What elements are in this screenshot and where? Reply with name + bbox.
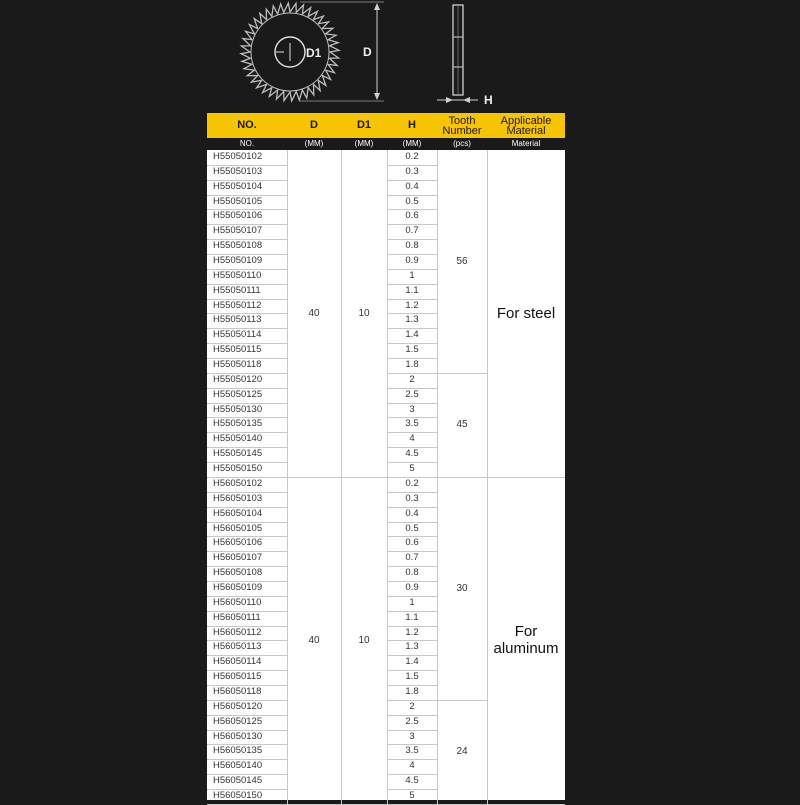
part-number-cell: H56050105	[213, 522, 263, 534]
thickness-cell: 2.5	[405, 715, 419, 727]
thickness-cell: 1.4	[405, 656, 419, 668]
thickness-cell: 4	[409, 433, 415, 445]
part-number-cell: H55050130	[213, 403, 263, 415]
thickness-cell: 1.1	[405, 284, 419, 296]
part-number-cell: H56050130	[213, 730, 263, 742]
tooth-number-cell: 30	[456, 582, 468, 594]
thickness-cell: 0.5	[405, 522, 419, 534]
spec-table	[207, 113, 565, 800]
part-number-cell: H56050103	[213, 492, 263, 504]
header-d1: D1	[356, 119, 372, 131]
subheader-cell: (MM)	[354, 139, 374, 148]
header-d: D	[310, 119, 318, 131]
part-number-cell: H55050115	[213, 344, 262, 356]
thickness-cell: 3.5	[405, 418, 419, 430]
part-number-cell: H56050109	[213, 581, 263, 593]
part-number-cell: H55050104	[213, 180, 263, 192]
subheader-cell: (pcs)	[453, 139, 471, 148]
part-number-cell: H55050145	[213, 448, 263, 460]
thickness-cell: 0.6	[405, 537, 419, 549]
bore-diameter-cell: 10	[358, 307, 370, 319]
thickness-cell: 1.2	[405, 299, 419, 311]
part-number-cell: H56050150	[213, 789, 263, 801]
subheader-cell: Material	[511, 139, 541, 148]
thickness-cell: 1.8	[405, 685, 419, 697]
part-number-cell: H55050120	[213, 373, 263, 385]
part-number-cell: H55050113	[213, 314, 262, 326]
part-number-cell: H56050114	[213, 656, 262, 668]
part-number-cell: H56050102	[213, 477, 263, 489]
thickness-cell: 1.2	[405, 626, 419, 638]
header-material: Applicable Material	[500, 114, 552, 137]
thickness-cell: 0.4	[405, 507, 419, 519]
tooth-number-cell: 45	[456, 419, 468, 431]
part-number-cell: H55050107	[213, 225, 263, 237]
thickness-cell: 0.8	[405, 240, 419, 252]
part-number-cell: H55050150	[213, 463, 263, 475]
part-number-cell: H56050104	[213, 507, 263, 519]
thickness-cell: 3.5	[405, 745, 419, 757]
part-number-cell: H56050110	[213, 596, 262, 608]
thickness-cell: 0.9	[405, 255, 419, 267]
part-number-cell: H55050102	[213, 151, 263, 162]
header-no: NO.	[237, 119, 257, 131]
subheader-cell: (MM)	[402, 139, 422, 148]
thickness-cell: 4.5	[405, 448, 419, 460]
part-number-cell: H55050114	[213, 329, 262, 341]
thickness-cell: 4	[409, 760, 415, 772]
thickness-cell: 1.4	[405, 329, 419, 341]
thickness-cell: 2	[409, 700, 415, 712]
subheader-cell: (MM)	[304, 139, 324, 148]
part-number-cell: H55050108	[213, 240, 263, 252]
thickness-cell: 0.7	[405, 552, 419, 564]
part-number-cell: H56050140	[213, 760, 263, 772]
part-number-cell: H55050105	[213, 195, 263, 207]
header-h: H	[408, 119, 416, 131]
blade-side-view	[437, 5, 478, 103]
part-number-cell: H55050103	[213, 165, 263, 177]
thickness-cell: 5	[409, 789, 415, 801]
thickness-cell: 3	[409, 730, 415, 742]
part-number-cell: H55050135	[213, 418, 263, 430]
thickness-cell: 0.3	[405, 492, 419, 504]
thickness-cell: 1	[409, 269, 415, 281]
part-number-cell: H55050125	[213, 388, 263, 400]
thickness-cell: 5	[409, 463, 415, 475]
part-number-cell: H56050106	[213, 537, 263, 549]
thickness-cell: 2.5	[405, 388, 419, 400]
thickness-cell: 0.2	[405, 477, 419, 489]
part-number-cell: H56050145	[213, 775, 263, 787]
material-cell: For aluminum	[493, 623, 559, 658]
part-number-cell: H56050125	[213, 715, 263, 727]
part-number-cell: H55050118	[213, 359, 262, 371]
thickness-cell: 0.6	[405, 210, 419, 222]
thickness-cell: 1	[409, 596, 415, 608]
thickness-cell: 0.2	[405, 151, 419, 162]
part-number-cell: H56050112	[213, 626, 262, 638]
thickness-cell: 1.8	[405, 359, 419, 371]
part-number-cell: H55050111	[213, 284, 261, 296]
part-number-cell: H55050140	[213, 433, 263, 445]
part-number-cell: H56050120	[213, 700, 263, 712]
thickness-cell: 3	[409, 403, 415, 415]
tooth-number-cell: 56	[456, 255, 468, 267]
subheader-cell: NO.	[239, 139, 255, 148]
tooth-number-cell: 24	[456, 746, 468, 758]
part-number-cell: H56050107	[213, 552, 263, 564]
thickness-cell: 1.1	[405, 611, 419, 623]
diameter-cell: 40	[308, 307, 320, 319]
d1-label: D1	[306, 46, 322, 60]
part-number-cell: H56050113	[213, 641, 262, 653]
diameter-cell: 40	[308, 634, 320, 646]
blade-diagram	[0, 0, 800, 112]
thickness-cell: 1.5	[405, 344, 419, 356]
thickness-cell: 1.3	[405, 314, 419, 326]
thickness-cell: 0.3	[405, 165, 419, 177]
thickness-cell: 0.9	[405, 581, 419, 593]
thickness-cell: 2	[409, 373, 415, 385]
part-number-cell: H56050118	[213, 685, 262, 697]
part-number-cell: H55050109	[213, 255, 263, 267]
thickness-cell: 1.5	[405, 671, 419, 683]
bore-diameter-cell: 10	[358, 634, 370, 646]
part-number-cell: H55050106	[213, 210, 263, 222]
thickness-cell: 0.4	[405, 180, 419, 192]
h-dimension-label: H	[484, 93, 493, 107]
saw-blade-front-view	[241, 3, 339, 101]
d-dimension-label: D	[363, 45, 372, 59]
part-number-cell: H55050112	[213, 299, 262, 311]
thickness-cell: 1.3	[405, 641, 419, 653]
part-number-cell: H56050108	[213, 567, 263, 579]
thickness-cell: 0.7	[405, 225, 419, 237]
part-number-cell: H56050115	[213, 671, 262, 683]
part-number-cell: H56050135	[213, 745, 263, 757]
part-number-cell: H55050110	[213, 269, 262, 281]
thickness-cell: 4.5	[405, 775, 419, 787]
thickness-cell: 0.5	[405, 195, 419, 207]
thickness-cell: 0.8	[405, 567, 419, 579]
part-number-cell: H56050111	[213, 611, 261, 623]
material-cell: For steel	[496, 304, 556, 322]
header-tooth: Tooth Number	[442, 114, 482, 137]
